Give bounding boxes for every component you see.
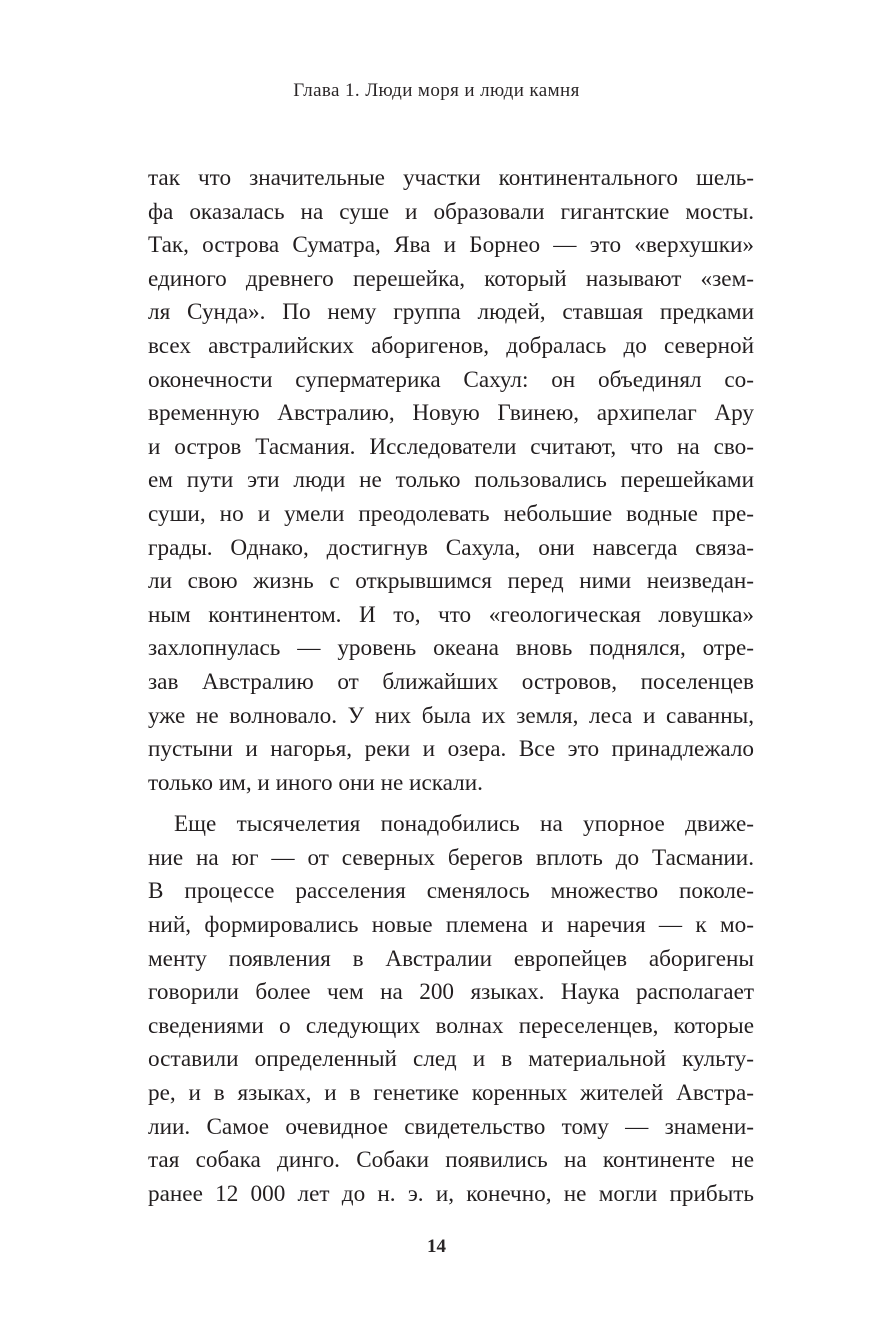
paragraph [148,162,754,800]
text-line: ли свою жизнь с открывшимся перед ними неизведан- [148,568,754,595]
text-line: зав Австралию от ближайших островов, поселенцев [148,668,754,695]
text-line: всех австралийских аборигенов, добралась до северной [148,332,754,359]
text-line: ля Сунда». По нему группа людей, ставшая предками [148,299,754,326]
text-line: менту появления в Австралии европейцев аборигены [148,945,754,972]
text-line: оставили определенный след и в материальной культу- [148,1046,754,1073]
text-line: сведениями о следующих волнах переселенцев, которые [148,1012,754,1039]
paragraph-gap [148,800,754,808]
body-text [148,162,754,1211]
text-line: только им, и иного они не искали. [148,769,483,796]
text-line: лии. Самое очевидное свидетельство тому — знамени- [148,1113,754,1140]
text-line: суши, но и умели преодолевать небольшие водные пре- [148,500,754,527]
text-line: пустыни и нагорья, реки и озера. Все это принадлежало [148,736,754,763]
text-line: Так, острова Суматра, Ява и Борнео — это «верхушки» [148,232,754,259]
text-line: и остров Тасмания. Исследователи считают, что на сво- [148,433,754,460]
text-line: грады. Однако, достигнув Сахула, они навсегда связа- [148,534,754,561]
text-line: тая собака динго. Собаки появились на континенте не [148,1147,754,1174]
text-line: Еще тысячелетия понадобились на упорное движе- [174,811,754,838]
paragraph [148,808,754,1211]
text-line: ем пути эти люди не только пользовались перешейками [148,467,754,494]
text-line: захлопнулась — уровень океана вновь поднялся, отре- [148,635,754,662]
text-line: ние на юг — от северных берегов вплоть до Тасмании. [148,844,754,871]
page-number: 14 [427,1236,446,1257]
text-line: единого древнего перешейка, который называют «зем- [148,265,754,292]
text-line: В процессе расселения сменялось множество поколе- [148,878,754,905]
text-line: временную Австралию, Новую Гвинею, архипелаг Ару [148,400,754,427]
text-line: фа оказалась на суше и образовали гигантские мосты. [148,198,754,225]
text-line: оконечности суперматерика Сахул: он объединял со- [148,366,754,393]
text-line: ранее 12 000 лет до н. э. и, конечно, не могли прибыть [148,1180,754,1207]
text-line: ным континентом. И то, что «геологическая ловушка» [148,601,754,628]
text-line: так что значительные участки континентального шель- [148,165,754,191]
text-line: говорили более чем на 200 языках. Наука располагает [148,979,754,1006]
text-line: уже не волновало. У них была их земля, леса и саванны, [148,702,754,729]
running-header: Глава 1. Люди моря и люди камня [293,80,580,101]
text-line: ре, и в языках, и в генетике коренных жителей Австра- [148,1080,754,1107]
text-line: ний, формировались новые племена и наречия — к мо- [148,912,754,939]
